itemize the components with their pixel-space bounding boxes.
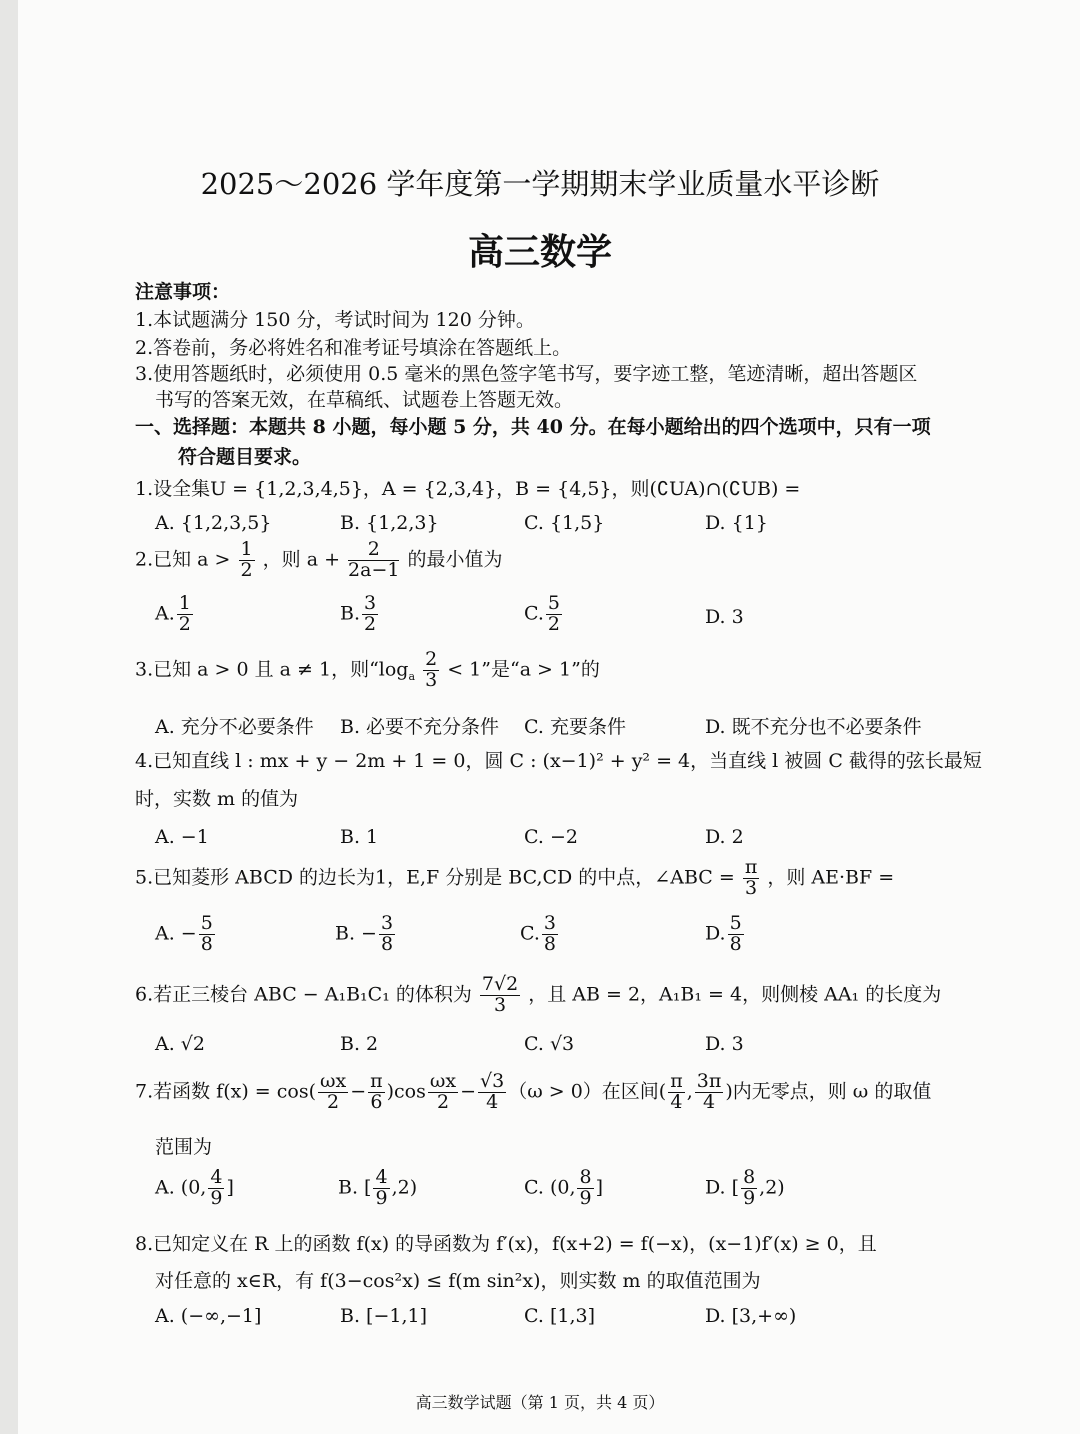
q1-option-a: A. {1,2,3,5} xyxy=(155,512,272,534)
q6-option-d: D. 3 xyxy=(705,1033,744,1055)
q3-option-b: B. 必要不充分条件 xyxy=(340,716,500,738)
q5-option-d: D. $\frac{5}{8}$ xyxy=(705,912,742,955)
q2-option-a: A. $\frac{1}{2}$ xyxy=(155,592,191,635)
question-7-stem-cont: 范围为 xyxy=(155,1136,213,1158)
q7-option-c: C. (0, $\frac{8}{9}$ ] xyxy=(524,1166,603,1209)
question-3-stem: 3.已知 a > 0 且 a ≠ 1，则“$\log_a$ $\frac{2}{3}$ < 1”是“a > 1”的 xyxy=(135,648,600,691)
question-5-stem: 5.已知菱形 ABCD 的边长为1，E,F 分别是 BC,CD 的中点，∠ABC = $\frac{\pi}{3}$ ，则 AE·BF = xyxy=(135,856,895,899)
question-2-stem xyxy=(135,540,503,581)
q4-option-d: D. 2 xyxy=(705,826,744,848)
q5-fraction: $\frac{\pi}{3}$ xyxy=(744,856,758,899)
q1-option-d: D. {1} xyxy=(705,512,768,534)
question-8-stem: 8.已知定义在 R 上的函数 f(x) 的导函数为 f′(x)，f(x+2) = f(−x)，(x−1)f′(x) ≥ 0，且 xyxy=(135,1233,877,1255)
q1-option-b: B. {1,2,3} xyxy=(340,512,439,534)
q3-option-d: D. 既不充分也不必要条件 xyxy=(705,716,922,738)
question-4-stem: 4.已知直线 l : mx + y − 2m + 1 = 0，圆 C : (x−1)² + y² = 4，当直线 l 被圆 C 截得的弦长最短 xyxy=(135,750,982,772)
question-1-stem: 1.设全集U = {1,2,3,4,5}，A = {2,3,4}，B = {4,5}，则(∁UA)∩(∁UB) = xyxy=(135,478,801,500)
question-4-stem-cont: 时，实数 m 的值为 xyxy=(135,788,299,810)
page-edge xyxy=(0,0,18,1434)
q4-option-b: B. 1 xyxy=(340,826,379,848)
q5-option-b: B. − $\frac{3}{8}$ xyxy=(335,912,394,955)
q6-fraction: $\frac{7√2}{3}$ xyxy=(481,973,519,1016)
section-heading-cont: 符合题目要求。 xyxy=(178,446,312,468)
question-8-stem-cont: 对任意的 x∈R，有 f(3−cos²x) ≤ f(m sin²x)，则实数 m 的取值范围为 xyxy=(155,1270,761,1292)
q5-option-c: C. $\frac{3}{8}$ xyxy=(520,912,556,955)
q1-option-c: C. {1,5} xyxy=(524,512,605,534)
q3-option-c: C. 充要条件 xyxy=(524,716,626,738)
note-item: 1.本试题满分 150 分，考试时间为 120 分钟。 xyxy=(135,309,535,331)
question-6-stem: 6.若正三棱台 ABC − A₁B₁C₁ 的体积为 $\frac{7√2}{3}$ ，且 AB = 2，A₁B₁ = 4，则侧棱 AA₁ 的长度为 xyxy=(135,973,942,1016)
exam-title: 2025～2026 学年度第一学期期末学业质量水平诊断 xyxy=(200,167,880,201)
q8-option-a: A. (−∞,−1] xyxy=(155,1305,262,1327)
q8-option-b: B. [−1,1] xyxy=(340,1305,428,1327)
q2-option-d: D. 3 xyxy=(705,606,744,628)
q7-option-b: B. [ $\frac{4}{9}$ ,2) xyxy=(338,1166,418,1209)
exam-subject: 高三数学 xyxy=(467,232,612,273)
note-item: 书写的答案无效，在草稿纸、试题卷上答题无效。 xyxy=(155,389,574,411)
q4-option-a: A. −1 xyxy=(155,826,209,848)
q3-fraction: $\frac{2}{3}$ xyxy=(425,648,438,691)
q7-option-a: A. (0, $\frac{4}{9}$ ] xyxy=(155,1166,234,1209)
q3-option-a: A. 充分不必要条件 xyxy=(155,716,314,738)
q2-fraction-1: $\frac{1}{2}$ xyxy=(240,538,253,581)
section-heading: 一、选择题：本题共 8 小题，每小题 5 分，共 40 分。在每小题给出的四个选项中，只有一项 xyxy=(135,416,931,438)
q6-option-b: B. 2 xyxy=(340,1033,379,1055)
q6-option-c: C. √3 xyxy=(524,1033,575,1055)
notes-heading: 注意事项： xyxy=(135,281,231,303)
note-item: 2.答卷前，务必将姓名和准考证号填涂在答题纸上。 xyxy=(135,337,572,359)
q2-stem-post: 的最小值为 xyxy=(407,548,503,571)
q5-option-a: A. − $\frac{5}{8}$ xyxy=(155,912,213,955)
q2-option-b: B. $\frac{3}{2}$ xyxy=(340,592,377,635)
page-footer: 高三数学试题（第 1 页，共 4 页） xyxy=(415,1393,665,1412)
q7-option-d: D. [ $\frac{8}{9}$ ,2) xyxy=(705,1166,785,1209)
note-item: 3.使用答题纸时，必须使用 0.5 毫米的黑色签字笔书写，要字迹工整，笔迹清晰，超出答题区 xyxy=(135,363,918,385)
q2-stem-mid: ，则 a + xyxy=(262,548,340,571)
q2-stem-pre: 2.已知 a > xyxy=(135,548,231,571)
q2-option-c: C. $\frac{5}{2}$ xyxy=(524,592,560,635)
question-7-stem: 7.若函数 f(x) = cos( $\frac{\omega x}{2}$ − $\frac{\pi}{6}$ )cos $\frac{\omega x}{2}$ − $\frac{√3}{4}$ （ω > 0）在区间( $\frac{\pi}{4}$ , $\frac{3\pi}{4}$ )内无零点，则 ω 的取值 xyxy=(135,1070,932,1113)
q6-option-a: A. √2 xyxy=(155,1033,205,1055)
q2-fraction-2: $\frac{2}{2a-1}$ xyxy=(348,538,400,581)
q8-option-c: C. [1,3] xyxy=(524,1305,595,1327)
q8-option-d: D. [3,+∞) xyxy=(705,1305,797,1327)
q4-option-c: C. −2 xyxy=(524,826,578,848)
